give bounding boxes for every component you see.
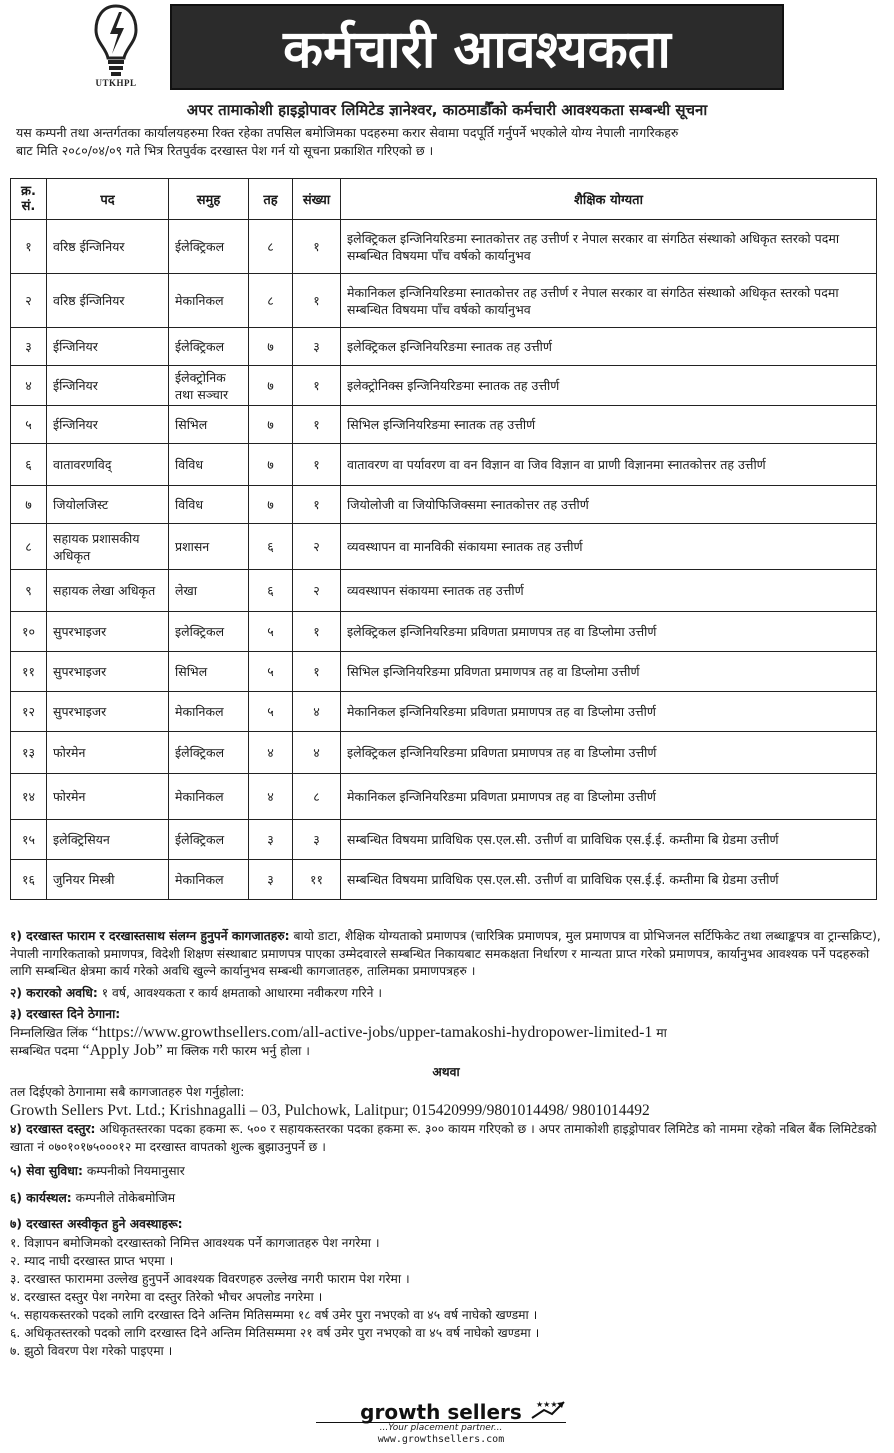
cell-qualification: सम्बन्धित विषयमा प्राविधिक एस.एल.सी. उत्तीर्ण वा प्राविधिक एस.ई.ई. कम्तीमा बि ग्रेडमा उत्तीर्ण	[341, 860, 877, 900]
cell-serial: १	[11, 220, 47, 274]
cell-qualification: मेकानिकल इन्जिनियरिङमा स्नातकोत्तर तह उत्तीर्ण र नेपाल सरकार वा संगठित संस्थाको अधिकृत स्तरको पदमा सम्बन्धित विषयमा पाँच वर्षको कार्यानुभव	[341, 274, 877, 328]
brand-tagline: ...Your placement partner...	[379, 1423, 503, 1433]
note-1-body: बायो डाटा, शैक्षिक योग्यताको प्रमाणपत्र (चारित्रिक प्रमाणपत्र, मुल प्रमाणपत्र वा प्रोभिजनल सर्टिफिकेट तथा लब्धाङ्कपत्र वा ट्रान्सक्रिप्ट), नेपाली नागरिकताको प्रमाणपत्र, विदेशी शिक्षण संस्थाबाट प्रमाणपत्र पाएका उम्मेदवारले सम्बन्धित निकायबाट समकक्षता निर्धारण र मान्यता प्राप्त गरेको प्रमाणपत्र, कार्यानुभव आवश्यक पर्ने पदहरुको लागि सम्बन्धित क्षेत्रमा कार्य गरेको अवधि खुल्ने कार्यानुभव सम्बन्धी कागजातहरु, तालिमका प्रमाणपत्रहरु ।	[10, 929, 881, 978]
brand-name: growth sellers	[360, 1400, 522, 1424]
cell-qualification: सिभिल इन्जिनियरिङमा स्नातक तह उत्तीर्ण	[341, 406, 877, 444]
header-qualification: शैक्षिक योग्यता	[341, 179, 877, 220]
note-5-body: कम्पनीको नियमानुसार	[82, 1164, 185, 1178]
cell-post: ईन्जिनियर	[47, 366, 169, 406]
rejection-item: ६. अधिकृतस्तरको पदको लागि दरखास्त दिने अन्तिम मितिसम्ममा २१ वर्ष उमेर पुरा नभएको वा ४५ वर्ष नाघेको खण्डमा ।	[10, 1325, 540, 1340]
cell-group: प्रशासन	[169, 524, 249, 570]
cell-group: विविध	[169, 486, 249, 524]
cell-group: सिभिल	[169, 406, 249, 444]
cell-serial: ५	[11, 406, 47, 444]
cell-level: ८	[249, 220, 293, 274]
table-row	[11, 774, 877, 820]
table-row	[11, 444, 877, 486]
brand-url[interactable]: www.growthsellers.com	[377, 1434, 505, 1445]
cell-group: ईलेक्ट्रिकल	[169, 732, 249, 774]
table-header-row	[11, 179, 877, 220]
cell-post: फोरमेन	[47, 774, 169, 820]
logo-text: UTKHPL	[95, 78, 137, 88]
cell-level: ७	[249, 486, 293, 524]
cell-level: ७	[249, 328, 293, 366]
table-row	[11, 612, 877, 652]
cell-serial: २	[11, 274, 47, 328]
cell-count: १	[293, 220, 341, 274]
cell-count: ८	[293, 774, 341, 820]
cell-serial: १३	[11, 732, 47, 774]
header-serial-line-2: सं.	[21, 199, 36, 214]
note-4-heading: ४) दरखास्त दस्तुर:	[10, 1122, 96, 1136]
header-level: तह	[249, 179, 293, 220]
cell-serial: १४	[11, 774, 47, 820]
table-body	[11, 220, 877, 900]
rejection-item: ७. झुठो विवरण पेश गरेको पाइएमा ।	[10, 1343, 173, 1358]
cell-qualification: इलेक्ट्रोनिक्स इन्जिनियरिङमा स्नातक तह उत्तीर्ण	[341, 366, 877, 406]
cell-count: १	[293, 486, 341, 524]
cell-group: सिभिल	[169, 652, 249, 692]
table-row	[11, 406, 877, 444]
cell-level: ५	[249, 612, 293, 652]
note-4-body: अधिकृतस्तरका पदका हकमा रू. ५०० र सहायकस्तरका पदका हकमा रू. ३०० कायम गरिएको छ । अपर तामाकोशी हाइड्रोपावर लिमिटेड को नाममा रहेको नबिल बैंक लिमिटेडको खाता नं ०७०१०१७५०००१२ मा दरखास्त वापतको शुल्क बुझाउनुपर्ने छ ।	[10, 1122, 877, 1154]
bulb-icon	[92, 2, 140, 78]
cell-level: ४	[249, 732, 293, 774]
growth-arrow-icon	[530, 1398, 566, 1420]
cell-qualification: मेकानिकल इन्जिनियरिङमा प्रविणता प्रमाणपत्र तह वा डिप्लोमा उत्तीर्ण	[341, 774, 877, 820]
cell-count: ४	[293, 692, 341, 732]
apply-job-label: “Apply Job”	[82, 1042, 163, 1059]
rejection-item: ४. दरखास्त दस्तुर पेश नगरेमा वा दस्तुर तिरेको भौचर अपलोड नगरेमा ।	[10, 1289, 323, 1304]
cell-group: मेकानिकल	[169, 692, 249, 732]
cell-count: १	[293, 652, 341, 692]
cell-serial: ४	[11, 366, 47, 406]
cell-qualification: व्यवस्थापन वा मानविकी संकायमा स्नातक तह उत्तीर्ण	[341, 524, 877, 570]
cell-level: ७	[249, 444, 293, 486]
cell-level: ४	[249, 774, 293, 820]
cell-group: मेकानिकल	[169, 774, 249, 820]
table-row	[11, 274, 877, 328]
cell-count: १	[293, 406, 341, 444]
cell-serial: १०	[11, 612, 47, 652]
cell-count: १	[293, 274, 341, 328]
header-serial-line-1: क्र.	[21, 184, 36, 199]
note-1	[10, 928, 882, 981]
cell-post: सुपरभाइजर	[47, 692, 169, 732]
table-row	[11, 732, 877, 774]
cell-count: ११	[293, 860, 341, 900]
cell-group: इलेक्ट्रिकल	[169, 612, 249, 652]
cell-post: ईन्जिनियर	[47, 328, 169, 366]
note-2-heading: २) करारको अवधि:	[10, 985, 98, 1000]
note-6-body: कम्पनीले तोकेबमोजिम	[71, 1190, 176, 1205]
cell-serial: ३	[11, 328, 47, 366]
link-prefix: निम्नलिखित लिंक	[10, 1025, 92, 1040]
cell-group: ईलेक्ट्रिकल	[169, 220, 249, 274]
cell-group: मेकानिकल	[169, 860, 249, 900]
table-row	[11, 524, 877, 570]
cell-serial: १२	[11, 692, 47, 732]
notes-section	[10, 928, 882, 1360]
note-2-body: १ वर्ष, आवश्यकता र कार्य क्षमताको आधारमा नवीकरण गरिने ।	[97, 985, 383, 1000]
note-5	[10, 1163, 882, 1181]
cell-post: वरिष्ठ ईन्जिनियर	[47, 220, 169, 274]
cell-post: सहायक लेखा अधिकृत	[47, 570, 169, 612]
cell-count: १	[293, 612, 341, 652]
cell-qualification: व्यवस्थापन संकायमा स्नातक तह उत्तीर्ण	[341, 570, 877, 612]
cell-level: ७	[249, 406, 293, 444]
note-2	[10, 985, 882, 1003]
cell-qualification: मेकानिकल इन्जिनियरिङमा प्रविणता प्रमाणपत्र तह वा डिप्लोमा उत्तीर्ण	[341, 692, 877, 732]
rejection-item: २. म्याद नाघी दरखास्त प्राप्त भएमा ।	[10, 1253, 174, 1268]
rejection-item: ३. दरखास्त फाराममा उल्लेख हुनुपर्ने आवश्यक विवरणहरु उल्लेख नगरी फाराम पेश गरेमा ।	[10, 1271, 410, 1286]
apply-prefix: सम्बन्धित पदमा	[10, 1044, 83, 1058]
cell-serial: ११	[11, 652, 47, 692]
cell-qualification: सिभिल इन्जिनियरिङमा प्रविणता प्रमाणपत्र तह वा डिप्लोमा उत्तीर्ण	[341, 652, 877, 692]
cell-serial: १५	[11, 820, 47, 860]
header-count: संख्या	[293, 179, 341, 220]
vacancy-table	[10, 178, 877, 900]
note-3-link-line	[10, 1024, 882, 1043]
cell-count: १	[293, 366, 341, 406]
cell-level: ३	[249, 860, 293, 900]
table-row	[11, 860, 877, 900]
note-4	[10, 1121, 882, 1156]
cell-post: जियोलजिस्ट	[47, 486, 169, 524]
cell-serial: ९	[11, 570, 47, 612]
company-logo	[92, 2, 140, 90]
or-separator: अथवा	[432, 1064, 460, 1079]
cell-post: सुपरभाइजर	[47, 652, 169, 692]
note-7-heading: ७) दरखास्त अस्वीकृत हुने अवस्थाहरू:	[10, 1217, 183, 1231]
cell-count: १	[293, 444, 341, 486]
application-link[interactable]: “https://www.growthsellers.com/all-active-jobs/upper-tamakoshi-hydropower-limited-1	[91, 1023, 653, 1041]
growth-sellers-logo	[316, 1398, 566, 1448]
cell-group: विविध	[169, 444, 249, 486]
cell-group: ईलेक्ट्रोनिक तथा सञ्चार	[169, 366, 249, 406]
cell-post: सुपरभाइजर	[47, 612, 169, 652]
cell-serial: ६	[11, 444, 47, 486]
cell-serial: ८	[11, 524, 47, 570]
cell-level: ७	[249, 366, 293, 406]
table-row	[11, 328, 877, 366]
cell-level: ५	[249, 652, 293, 692]
header-serial	[11, 179, 47, 220]
cell-level: ८	[249, 274, 293, 328]
cell-count: २	[293, 570, 341, 612]
table-row	[11, 692, 877, 732]
cell-count: ३	[293, 820, 341, 860]
cell-qualification: इलेक्ट्रिकल इन्जिनियरिङमा प्रविणता प्रमाणपत्र तह वा डिप्लोमा उत्तीर्ण	[341, 612, 877, 652]
banner-title: कर्मचारी आवश्यकता	[170, 4, 784, 90]
intro-line-1: यस कम्पनी तथा अन्तर्गतका कार्यालयहरुमा रिक्त रहेका तपसिल बमोजिमका पदहरुमा करार सेवामा पदपूर्ति गर्नुपर्ने भएकोले योग्य नेपाली नागरिकहरु	[16, 125, 679, 140]
cell-group: ईलेक्ट्रिकल	[169, 820, 249, 860]
header-post: पद	[47, 179, 169, 220]
address-line: Growth Sellers Pvt. Ltd.; Krishnagalli – 03, Pulchowk, Lalitpur; 015420999/9801014498/ 9801014492	[10, 1101, 650, 1119]
cell-level: ६	[249, 524, 293, 570]
page-header	[0, 0, 894, 96]
cell-post: वातावरणविद्	[47, 444, 169, 486]
address-intro: तल दिईएको ठेगानामा सबै कागजातहरु पेश गर्नुहोला:	[10, 1085, 245, 1099]
cell-level: ३	[249, 820, 293, 860]
cell-qualification: इलेक्ट्रिकल इन्जिनियरिङमा स्नातक तह उत्तीर्ण	[341, 328, 877, 366]
note-3-heading: ३) दरखास्त दिने ठेगाना:	[10, 1007, 121, 1021]
link-suffix: मा	[652, 1025, 667, 1040]
cell-qualification: वातावरण वा पर्यावरण वा वन विज्ञान वा जिव विज्ञान वा प्राणी विज्ञानमा स्नातकोत्तर तह उत्तीर्ण	[341, 444, 877, 486]
cell-qualification: जियोलोजी वा जियोफिजिक्समा स्नातकोत्तर तह उत्तीर्ण	[341, 486, 877, 524]
cell-post: फोरमेन	[47, 732, 169, 774]
cell-serial: ७	[11, 486, 47, 524]
note-3-apply-line	[10, 1042, 882, 1061]
cell-post: जुनियर मिस्त्री	[47, 860, 169, 900]
cell-qualification: इलेक्ट्रिकल इन्जिनियरिङमा स्नातकोत्तर तह उत्तीर्ण र नेपाल सरकार वा संगठित संस्थाको अधिकृत स्तरको पदमा सम्बन्धित विषयमा पाँच वर्षको कार्यानुभव	[341, 220, 877, 274]
cell-level: ५	[249, 692, 293, 732]
note-1-heading: १) दरखास्त फाराम र दरखास्तसाथ संलग्न हुनुपर्ने कागजातहरु:	[10, 929, 290, 943]
intro-line-2: बाट मिति २०८०/०४/०९ गते भित्र रितपुर्वक दरखास्त पेश गर्न यो सूचना प्रकाशित गरिएको छ ।	[16, 143, 434, 158]
cell-post: इलेक्ट्रिसियन	[47, 820, 169, 860]
cell-count: २	[293, 524, 341, 570]
rejection-item: ५. सहायकस्तरको पदको लागि दरखास्त दिने अन्तिम मितिसम्ममा १८ वर्ष उमेर पुरा नभएको वा ४५ वर्ष नाघेको खण्डमा ।	[10, 1307, 538, 1322]
table-row	[11, 486, 877, 524]
note-6	[10, 1190, 882, 1208]
notice-subtitle: अपर तामाकोशी हाइड्रोपावर लिमिटेड ज्ञानेश्वर, काठमाडौँको कर्मचारी आवश्यकता सम्बन्धी सूचना	[186, 101, 708, 119]
cell-level: ६	[249, 570, 293, 612]
table-row	[11, 820, 877, 860]
cell-post: वरिष्ठ ईन्जिनियर	[47, 274, 169, 328]
svg-text:★★★: ★★★	[536, 1400, 558, 1409]
cell-count: ४	[293, 732, 341, 774]
cell-qualification: इलेक्ट्रिकल इन्जिनियरिङमा प्रविणता प्रमाणपत्र तह वा डिप्लोमा उत्तीर्ण	[341, 732, 877, 774]
note-6-heading: ६) कार्यस्थल:	[10, 1190, 72, 1205]
cell-post: सहायक प्रशासकीय अधिकृत	[47, 524, 169, 570]
table-row	[11, 652, 877, 692]
apply-suffix: मा क्लिक गरी फारम भर्नु होला ।	[162, 1044, 310, 1058]
rejection-item: १. विज्ञापन बमोजिमको दरखास्तको निमित्त आवश्यक पर्ने कागजातहरु पेश नगरेमा ।	[10, 1235, 380, 1250]
notice-intro	[16, 124, 882, 160]
table-row	[11, 570, 877, 612]
table-row	[11, 220, 877, 274]
rejection-list	[10, 1234, 882, 1360]
note-5-heading: ५) सेवा सुविधा:	[10, 1164, 83, 1178]
cell-group: मेकानिकल	[169, 274, 249, 328]
cell-count: ३	[293, 328, 341, 366]
cell-qualification: सम्बन्धित विषयमा प्राविधिक एस.एल.सी. उत्तीर्ण वा प्राविधिक एस.ई.ई. कम्तीमा बि ग्रेडमा उत्तीर्ण	[341, 820, 877, 860]
cell-serial: १६	[11, 860, 47, 900]
cell-group: लेखा	[169, 570, 249, 612]
cell-group: ईलेक्ट्रिकल	[169, 328, 249, 366]
cell-post: ईन्जिनियर	[47, 406, 169, 444]
header-group: समुह	[169, 179, 249, 220]
table-row	[11, 366, 877, 406]
